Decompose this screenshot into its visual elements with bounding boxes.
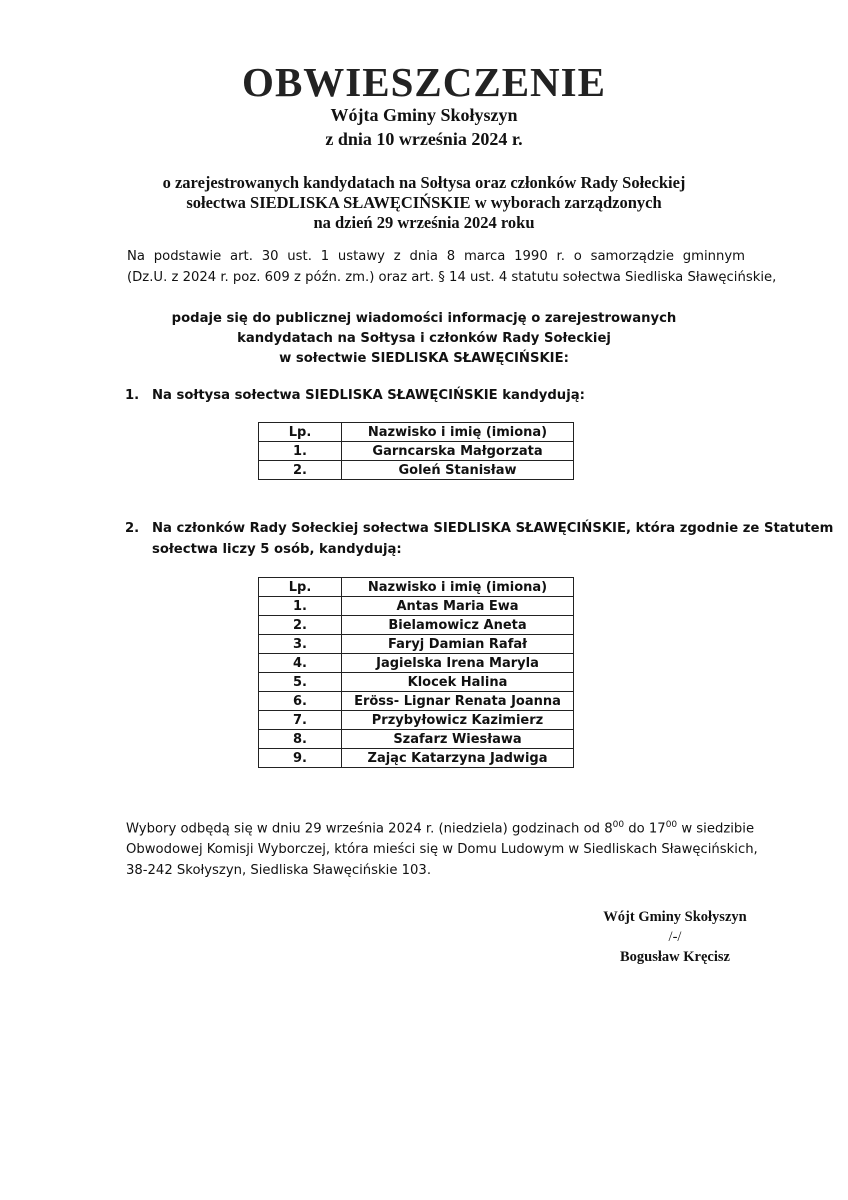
legal-basis-line-1: Na podstawie art. 30 ust. 1 ustawy z dnia 8 marca 1990 r. o samorządzie gminnym <box>127 249 745 264</box>
soltys-candidates-table <box>258 422 574 480</box>
row-lp: 5. <box>259 673 342 692</box>
section-2-number: 2. <box>125 521 140 536</box>
announcement-line-2: kandydatach na Sołtysa i członków Rady Sołeckiej <box>237 331 611 346</box>
section-2-heading <box>125 518 834 560</box>
table-row <box>259 461 574 480</box>
subject-line-1: o zarejestrowanych kandydatach na Sołtysa oraz członków Rady Sołeckiej <box>162 173 686 192</box>
column-header-lp: Lp. <box>259 578 342 597</box>
row-name: Bielamowicz Aneta <box>342 616 574 635</box>
table-row <box>259 442 574 461</box>
legal-basis-line-2: (Dz.U. z 2024 r. poz. 609 z późn. zm.) oraz art. § 14 ust. 4 statutu sołectwa Siedliska Sławęcińskie, <box>127 270 777 285</box>
council-candidates-table <box>258 577 574 768</box>
row-lp: 1. <box>259 442 342 461</box>
row-name: Szafarz Wiesława <box>342 730 574 749</box>
column-header-lp: Lp. <box>259 423 342 442</box>
document-title: OBWIESZCZENIE <box>242 59 606 105</box>
election-info-line-1 <box>126 815 755 839</box>
row-name: Zając Katarzyna Jadwiga <box>342 749 574 768</box>
row-lp: 6. <box>259 692 342 711</box>
table-row <box>259 749 574 768</box>
section-2-text-line-1: Na członków Rady Sołeckiej sołectwa SIEDLISKA SŁAWĘCIŃSKIE, która zgodnie ze Statutem <box>152 521 834 536</box>
announcement-line-1: podaje się do publicznej wiadomości informację o zarejestrowanych <box>171 311 677 326</box>
row-name: Goleń Stanisław <box>342 461 574 480</box>
column-header-name: Nazwisko i imię (imiona) <box>342 423 574 442</box>
table-row <box>259 654 574 673</box>
table-row <box>259 635 574 654</box>
row-name: Faryj Damian Rafał <box>342 635 574 654</box>
legal-basis-paragraph <box>127 246 777 288</box>
subject-line-2: sołectwa SIEDLISKA SŁAWĘCIŃSKIE w wyborach zarządzonych <box>186 193 662 212</box>
election-info-text-c: w siedzibie <box>677 821 755 837</box>
row-lp: 3. <box>259 635 342 654</box>
subject-block <box>0 173 848 233</box>
row-name: Eröss- Lignar Renata Joanna <box>342 692 574 711</box>
column-header-name: Nazwisko i imię (imiona) <box>342 578 574 597</box>
row-name: Jagielska Irena Maryla <box>342 654 574 673</box>
signature-block <box>560 907 790 967</box>
section-1-number: 1. <box>125 388 140 403</box>
section-1-text: Na sołtysa sołectwa SIEDLISKA SŁAWĘCIŃSKIE kandydują: <box>152 388 585 403</box>
election-info-line-2: Obwodowej Komisji Wyborczej, która mieści się w Domu Ludowym w Siedliskach Sławęcińskich, <box>126 842 758 858</box>
election-info-line-3: 38-242 Skołyszyn, Siedliska Sławęcińskie 103. <box>126 863 432 879</box>
time-to-superscript: 00 <box>665 820 678 830</box>
row-lp: 8. <box>259 730 342 749</box>
time-from-superscript: 00 <box>612 820 625 830</box>
election-info-paragraph <box>126 815 758 881</box>
table-header-row <box>259 423 574 442</box>
row-name: Klocek Halina <box>342 673 574 692</box>
signature-mark: /-/ <box>668 929 682 945</box>
row-lp: 7. <box>259 711 342 730</box>
subject-line-3: na dzień 29 września 2024 roku <box>313 213 535 232</box>
table-row <box>259 730 574 749</box>
row-name: Przybyłowicz Kazimierz <box>342 711 574 730</box>
row-lp: 1. <box>259 597 342 616</box>
table-row <box>259 711 574 730</box>
table-row <box>259 692 574 711</box>
issuer-line: Wójta Gminy Skołyszyn <box>330 105 518 125</box>
row-lp: 4. <box>259 654 342 673</box>
row-lp: 9. <box>259 749 342 768</box>
date-line: z dnia 10 września 2024 r. <box>325 129 523 149</box>
row-name: Antas Maria Ewa <box>342 597 574 616</box>
election-info-text-a: Wybory odbędą się w dniu 29 września 2024 r. (niedziela) godzinach od 8 <box>126 821 613 837</box>
table-row <box>259 597 574 616</box>
section-2-text-line-2: sołectwa liczy 5 osób, kandydują: <box>152 542 402 557</box>
signature-name: Bogusław Kręcisz <box>620 949 730 965</box>
table-row <box>259 673 574 692</box>
table-row <box>259 616 574 635</box>
section-1-heading <box>125 385 755 406</box>
signature-title: Wójt Gminy Skołyszyn <box>603 909 747 925</box>
row-lp: 2. <box>259 616 342 635</box>
row-lp: 2. <box>259 461 342 480</box>
announcement-line-3: w sołectwie SIEDLISKA SŁAWĘCIŃSKIE: <box>279 351 569 366</box>
election-info-text-b: do 17 <box>624 821 666 837</box>
row-name: Garncarska Małgorzata <box>342 442 574 461</box>
announcement-block <box>0 309 848 369</box>
table-header-row <box>259 578 574 597</box>
